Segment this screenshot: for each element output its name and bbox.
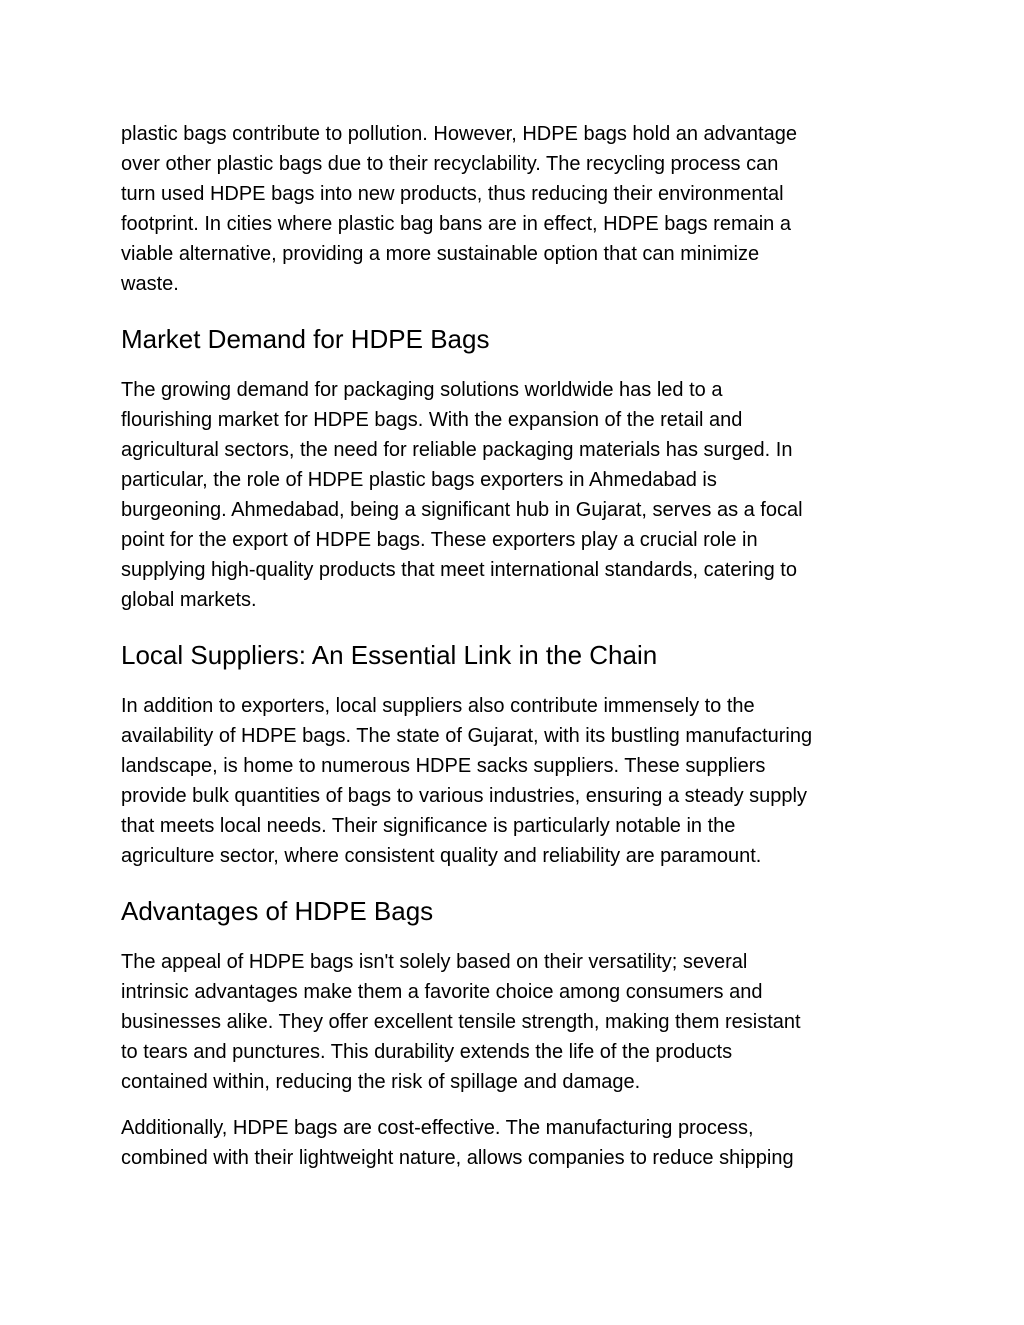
market-demand-paragraph: The growing demand for packaging solutions worldwide has led to a flourishing market for HDPE bags. With the expansion of the retail and agricultural sectors, the need for reliable packaging materials has surged. In particular, the role of HDPE plastic bags exporters in Ahmedabad is burgeoning. Ahmedabad, being a significant hub in Gujarat, serves as a focal point for the export of HDPE bags. These exporters play a crucial role in supplying high-quality products that meet international standards, catering to global markets.	[121, 379, 803, 611]
heading-local-suppliers: Local Suppliers: An Essential Link in the Chain	[121, 640, 658, 670]
document-page	[121, 119, 911, 1173]
advantages-paragraph: The appeal of HDPE bags isn't solely based on their versatility; several intrinsic advantages make them a favorite choice among consumers and businesses alike. They offer excellent tensile strength, making them resistant to tears and punctures. This durability extends the life of the products contained within, reducing the risk of spillage and damage.	[121, 951, 801, 1093]
heading-market-demand: Market Demand for HDPE Bags	[121, 324, 490, 354]
intro-paragraph: plastic bags contribute to pollution. However, HDPE bags hold an advantage over other plastic bags due to their recyclability. The recycling process can turn used HDPE bags into new products, thus reducing their environmental footprint. In cities where plastic bag bans are in effect, HDPE bags remain a viable alternative, providing a more sustainable option that can minimize waste.	[121, 123, 797, 295]
heading-advantages: Advantages of HDPE Bags	[121, 896, 434, 926]
local-suppliers-paragraph: In addition to exporters, local suppliers also contribute immensely to the availability of HDPE bags. The state of Gujarat, with its bustling manufacturing landscape, is home to numerous HDPE sacks suppliers. These suppliers provide bulk quantities of bags to various industries, ensuring a steady supply that meets local needs. Their significance is particularly notable in the agriculture sector, where consistent quality and reliability are paramount.	[121, 695, 813, 867]
cost-effective-paragraph: Additionally, HDPE bags are cost-effective. The manufacturing process, combined with their lightweight nature, allows companies to reduce shipping	[121, 1117, 794, 1169]
